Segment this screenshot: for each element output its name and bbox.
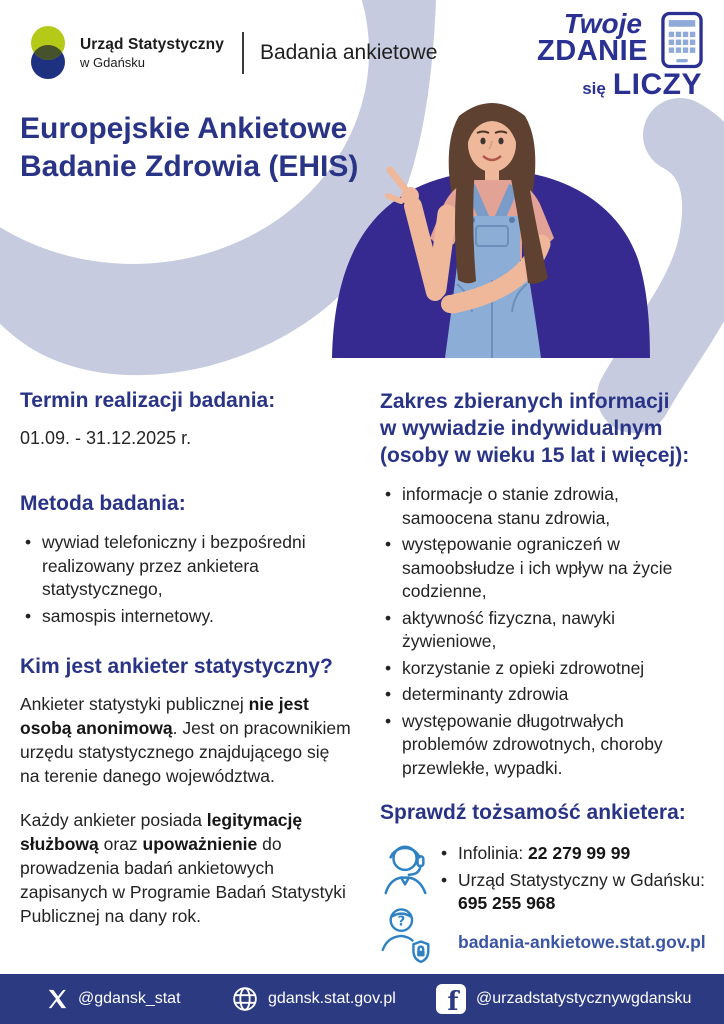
brand-tagline [502, 8, 712, 112]
woman-photo [320, 84, 656, 358]
infolinia-item: • Infolinia: 22 279 99 99 [436, 842, 706, 866]
logo-divider [242, 32, 244, 74]
logo-text [80, 36, 224, 70]
list-item: • występowanie ograniczeń w samoobsłudze i ich wpływ na życie codzienne, [380, 533, 714, 604]
urzad-item: • Urząd Statystyczny w Gdańsku: 695 255 968 [436, 869, 706, 916]
statistical-office-logo [26, 26, 437, 80]
section-heading-metoda: Metoda badania: [20, 492, 186, 515]
title-line-1: Europejskie Ankietowe [20, 112, 348, 145]
metoda-list [20, 531, 352, 628]
list-item: • samospis internetowy. [20, 605, 352, 629]
footer-website-text[interactable]: gdansk.stat.gov.pl [268, 990, 396, 1007]
brand-sie: się [582, 79, 606, 98]
left-column [20, 388, 352, 928]
termin-value: 01.09. - 31.12.2025 r. [20, 428, 192, 448]
brand-twoje: Twoje [563, 8, 642, 39]
logo-circles-icon [26, 26, 70, 80]
section-heading-termin: Termin realizacji badania: [20, 389, 276, 412]
contact-body [436, 838, 706, 966]
question-mark-glyph: ? [397, 914, 406, 930]
brand-zdanie: ZDANIE [537, 35, 648, 67]
list-item: • determinanty zdrowia [380, 683, 714, 707]
facebook-icon [436, 984, 466, 1014]
facebook-handle[interactable]: @urzadstatystycznywgdansku [476, 990, 692, 1007]
footer-x-item [46, 974, 181, 1024]
footer-facebook-item [436, 974, 691, 1024]
zakres-list [380, 483, 714, 780]
list-item: • wywiad telefoniczny i bezpośredni realizowany przez ankietera statystycznego, [20, 531, 352, 602]
x-twitter-icon [46, 988, 68, 1010]
x-handle[interactable]: @gdansk_stat [78, 990, 181, 1007]
call-center-icon [380, 838, 432, 896]
page-title [20, 110, 358, 186]
right-column [380, 388, 714, 966]
brand-liczy: LICZY [612, 68, 702, 101]
globe-icon [232, 986, 258, 1012]
identity-check-icon [380, 904, 432, 966]
survey-website-link[interactable]: badania-ankietowe.stat.gov.pl [458, 931, 706, 952]
contact-block [380, 838, 714, 966]
brand-row3 [582, 68, 702, 102]
footer-website-item [232, 974, 396, 1024]
logo-office-city: w Gdańsku [80, 55, 146, 70]
section-heading-zakres: Zakres zbieranych informacji w wywiadzie indywidualnym (osoby w wieku 15 lat i więcej): [380, 390, 690, 467]
title-line-2: Badanie Zdrowia (EHIS) [20, 150, 359, 183]
footer-bar [0, 974, 724, 1024]
survey-tablet-icon [660, 11, 704, 69]
logo-office-name: Urząd Statystyczny [80, 36, 224, 53]
contact-icons [380, 838, 434, 966]
list-item: • korzystanie z opieki zdrowotnej [380, 657, 714, 681]
section-heading-kim: Kim jest ankieter statystyczny? [20, 655, 333, 678]
list-item: • występowanie długotrwałych problemów zdrowotnych, choroby przewlekłe, wypadki. [380, 710, 714, 781]
list-item: • informacje o stanie zdrowia, samoocena stanu zdrowia, [380, 483, 714, 530]
kim-paragraph-1: Ankieter statystyki publicznej nie jest osobą anonimową. Jest on pracownikiem urzędu statystycznego znajdującego się na terenie danego województwa. [20, 694, 351, 786]
program-label: Badania ankietowe [259, 41, 438, 64]
kim-paragraph-2: Każdy ankieter posiada legitymację służbową oraz upoważnienie do prowadzenia badań ankietowych zapisanych w Programie Badań Statystyki Publicznej na dany rok. [20, 810, 346, 926]
section-heading-sprawdz: Sprawdź tożsamość ankietera: [380, 801, 686, 824]
list-item: • aktywność fizyczna, nawyki żywieniowe, [380, 607, 714, 654]
facebook-letter-glyph: f [447, 987, 459, 1014]
